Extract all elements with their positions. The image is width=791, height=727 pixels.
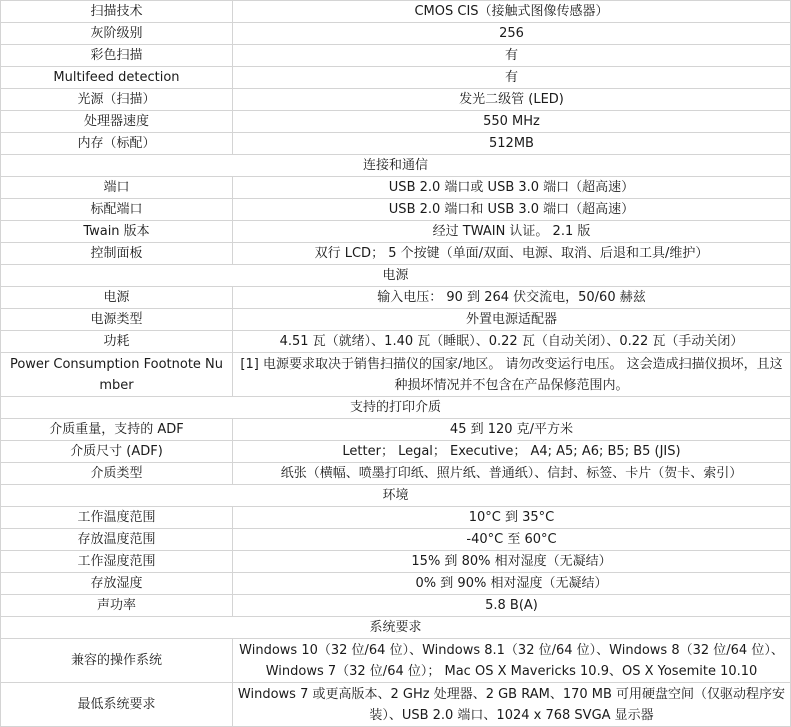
spec-value: 10°C 到 35°C	[233, 507, 791, 529]
spec-label: 内存（标配）	[1, 133, 233, 155]
spec-label: 工作湿度范围	[1, 551, 233, 573]
spec-row	[1, 683, 791, 727]
spec-label: 电源类型	[1, 309, 233, 331]
section-title: 连接和通信	[1, 155, 791, 177]
spec-value: Windows 7 或更高版本、2 GHz 处理器、2 GB RAM、170 MB 可用硬盘空间（仅驱动程序安装）、USB 2.0 端口、1024 x 768 SVGA 显示器	[233, 683, 791, 727]
spec-label: 介质类型	[1, 463, 233, 485]
spec-row	[1, 419, 791, 441]
spec-label: 存放温度范围	[1, 529, 233, 551]
spec-label: 控制面板	[1, 243, 233, 265]
spec-row	[1, 45, 791, 67]
spec-row	[1, 595, 791, 617]
spec-row	[1, 1, 791, 23]
spec-row	[1, 573, 791, 595]
spec-row	[1, 287, 791, 309]
spec-row	[1, 639, 791, 683]
spec-value: 550 MHz	[233, 111, 791, 133]
spec-label: Multifeed detection	[1, 67, 233, 89]
spec-row	[1, 177, 791, 199]
spec-row	[1, 243, 791, 265]
spec-label: 电源	[1, 287, 233, 309]
section-header-row	[1, 617, 791, 639]
section-header-row	[1, 397, 791, 419]
spec-value: 45 到 120 克/平方米	[233, 419, 791, 441]
spec-value: 有	[233, 45, 791, 67]
spec-label: 功耗	[1, 331, 233, 353]
spec-value: 512MB	[233, 133, 791, 155]
spec-label: 处理器速度	[1, 111, 233, 133]
spec-row	[1, 507, 791, 529]
spec-label: 介质尺寸 (ADF)	[1, 441, 233, 463]
spec-row	[1, 133, 791, 155]
spec-value: USB 2.0 端口或 USB 3.0 端口（超高速）	[233, 177, 791, 199]
spec-label: 介质重量，支持的 ADF	[1, 419, 233, 441]
spec-label: 端口	[1, 177, 233, 199]
spec-label: 存放湿度	[1, 573, 233, 595]
spec-value: 输入电压： 90 到 264 伏交流电，50/60 赫兹	[233, 287, 791, 309]
section-header-row	[1, 265, 791, 287]
section-header-row	[1, 485, 791, 507]
spec-row	[1, 353, 791, 397]
spec-row	[1, 89, 791, 111]
spec-label: 扫描技术	[1, 1, 233, 23]
section-title: 系统要求	[1, 617, 791, 639]
spec-value: 有	[233, 67, 791, 89]
spec-row	[1, 23, 791, 45]
spec-value: Letter； Legal； Executive； A4; A5; A6; B5; B5 (JIS)	[233, 441, 791, 463]
spec-row	[1, 111, 791, 133]
spec-table-body	[1, 1, 791, 727]
spec-value: 经过 TWAIN 认证。 2.1 版	[233, 221, 791, 243]
spec-label: 工作温度范围	[1, 507, 233, 529]
spec-row	[1, 551, 791, 573]
spec-row	[1, 221, 791, 243]
spec-value: USB 2.0 端口和 USB 3.0 端口（超高速）	[233, 199, 791, 221]
spec-row	[1, 331, 791, 353]
spec-value: -40°C 至 60°C	[233, 529, 791, 551]
spec-value: 外置电源适配器	[233, 309, 791, 331]
spec-label: Power Consumption Footnote Number	[1, 353, 233, 397]
spec-label: Twain 版本	[1, 221, 233, 243]
spec-row	[1, 309, 791, 331]
spec-row	[1, 67, 791, 89]
spec-label: 声功率	[1, 595, 233, 617]
spec-value: 纸张（横幅、喷墨打印纸、照片纸、普通纸）、信封、标签、卡片（贺卡、索引）	[233, 463, 791, 485]
spec-label: 兼容的操作系统	[1, 639, 233, 683]
spec-value: CMOS CIS（接触式图像传感器）	[233, 1, 791, 23]
section-title: 电源	[1, 265, 791, 287]
spec-value: 发光二级管 (LED)	[233, 89, 791, 111]
spec-row	[1, 441, 791, 463]
spec-label: 标配端口	[1, 199, 233, 221]
section-title: 环境	[1, 485, 791, 507]
spec-label: 光源（扫描）	[1, 89, 233, 111]
spec-value: 256	[233, 23, 791, 45]
spec-value: [1] 电源要求取决于销售扫描仪的国家/地区。 请勿改变运行电压。 这会造成扫描仪损坏，且这种损坏情况并不包含在产品保修范围内。	[233, 353, 791, 397]
spec-row	[1, 463, 791, 485]
spec-label: 最低系统要求	[1, 683, 233, 727]
section-title: 支持的打印介质	[1, 397, 791, 419]
spec-label: 彩色扫描	[1, 45, 233, 67]
spec-label: 灰阶级别	[1, 23, 233, 45]
section-header-row	[1, 155, 791, 177]
spec-row	[1, 199, 791, 221]
spec-value: Windows 10（32 位/64 位）、Windows 8.1（32 位/64 位）、Windows 8（32 位/64 位）、Windows 7（32 位/64 位）； Mac OS X Mavericks 10.9、OS X Yosemite 10.10	[233, 639, 791, 683]
spec-row	[1, 529, 791, 551]
spec-value: 0% 到 90% 相对湿度（无凝结）	[233, 573, 791, 595]
spec-value: 4.51 瓦（就绪）、1.40 瓦（睡眠）、0.22 瓦（自动关闭）、0.22 瓦（手动关闭）	[233, 331, 791, 353]
spec-value: 双行 LCD； 5 个按键（单面/双面、电源、取消、后退和工具/维护）	[233, 243, 791, 265]
spec-value: 15% 到 80% 相对湿度（无凝结）	[233, 551, 791, 573]
spec-value: 5.8 B(A)	[233, 595, 791, 617]
